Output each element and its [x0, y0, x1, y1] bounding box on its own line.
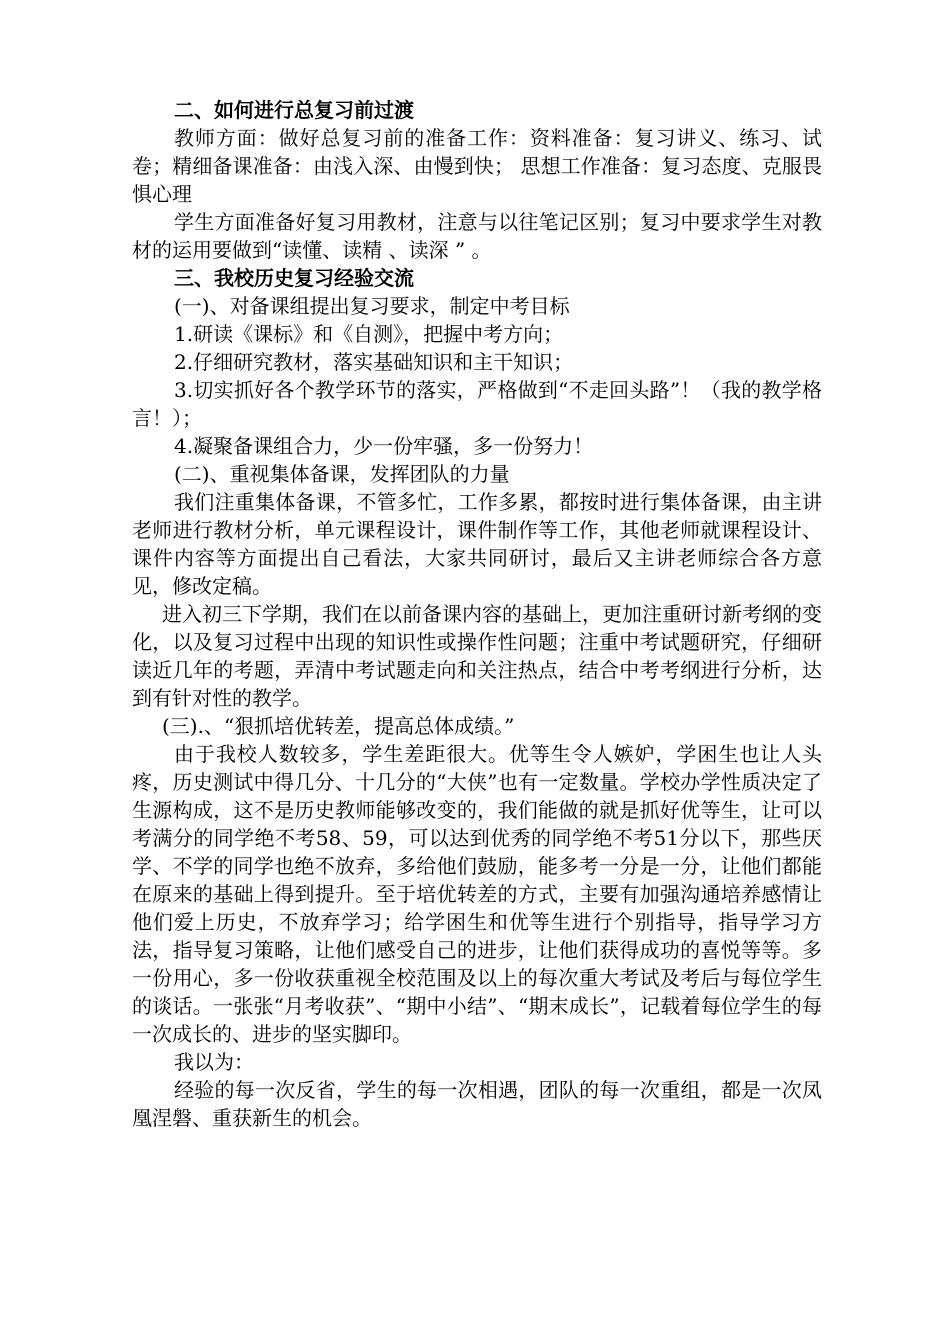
paragraph-students: 由于我校人数较多，学生差距很大。优等生令人嫉妒，学困生也让人头疼，历史测试中得几分、十几分的“大侠”也有一定数量。学校办学性质决定了生源构成，这不是历史教师能够改变的，我们能做的就是抓好优等生，让可以考满分的同学绝不考58、59，可以达到优秀的同学绝不考51分以下，那些厌学、不学的同学也绝不放弃，多给他们鼓励，能多考一分是一分，让他们都能在原来的基础上得到提升。至于培优转差的方式，主要有加强沟通培养感情让他们爱上历史，不放弃学习；给学困生和优等生进行个别指导，指导学习方法，指导复习策略，让他们感受自己的进步，让他们获得成功的喜悦等等。多一份用心，多一份收获重视全校范围及以上的每次重大考试及考后与每位学生的谈话。一张张“月考收获”、“期中小结”、“期末成长”，记载着每位学生的每一次成长的、进步的坚实脚印。 — [132, 742, 822, 1046]
paragraph-conclusion: 经验的每一次反省，学生的每一次相遇，团队的每一次重组，都是一次凤凰涅磐、重获新生的机会。 — [132, 1078, 822, 1130]
paragraph-collective-prep: 我们注重集体备课，不管多忙，工作多累，都按时进行集体备课，由主讲老师进行教材分析，单元课程设计，课件制作等工作，其他老师就课程设计、课件内容等方面提出自己看法，大家共同研讨，最后又主讲老师综合各方意见，修改定稿。 — [132, 490, 822, 598]
list-item-3: 3.切实抓好各个教学环节的落实，严格做到“不走回头路”！（我的教学格言！）； — [132, 378, 822, 430]
paragraph-student-prep: 学生方面准备好复习用教材，注意与以往笔记区别；复习中要求学生对教材的运用要做到“读懂、读精 、读深 ” 。 — [132, 210, 822, 262]
subheading-improvement: (三).、“狠抓培优转差，提高总体成绩。” — [162, 714, 515, 738]
section-heading-experience: 三、我校历史复习经验交流 — [174, 266, 414, 290]
section-heading-transition: 二、如何进行总复习前过渡 — [174, 98, 414, 122]
paragraph-i-think: 我以为： — [174, 1050, 254, 1074]
paragraph-teacher-prep: 教师方面：做好总复习前的准备工作：资料准备：复习讲义、练习、试卷；精细备课准备：由浅入深、由慢到快； 思想工作准备：复习态度、克服畏惧心理 — [132, 126, 822, 206]
subheading-requirements: (一)、对备课组提出复习要求，制定中考目标 — [174, 294, 570, 318]
list-item-2: 2.仔细研究教材，落实基础知识和主干知识； — [174, 350, 574, 374]
list-item-1: 1.研读《课标》和《自测》，把握中考方向； — [174, 322, 564, 346]
document-page — [132, 96, 822, 1132]
paragraph-grade9: 进入初三下学期，我们在以前备课内容的基础上，更加注重研讨新考纲的变化，以及复习过程中出现的知识性或操作性问题；注重中考试题研究，仔细研读近几年的考题，弄清中考试题走向和关注热点，结合中考考纲进行分析，达到有针对性的教学。 — [132, 602, 822, 710]
subheading-collective: (二)、重视集体备课，发挥团队的力量 — [174, 462, 510, 486]
list-item-4: 4.凝聚备课组合力，少一份牢骚，多一份努力！ — [174, 434, 594, 458]
